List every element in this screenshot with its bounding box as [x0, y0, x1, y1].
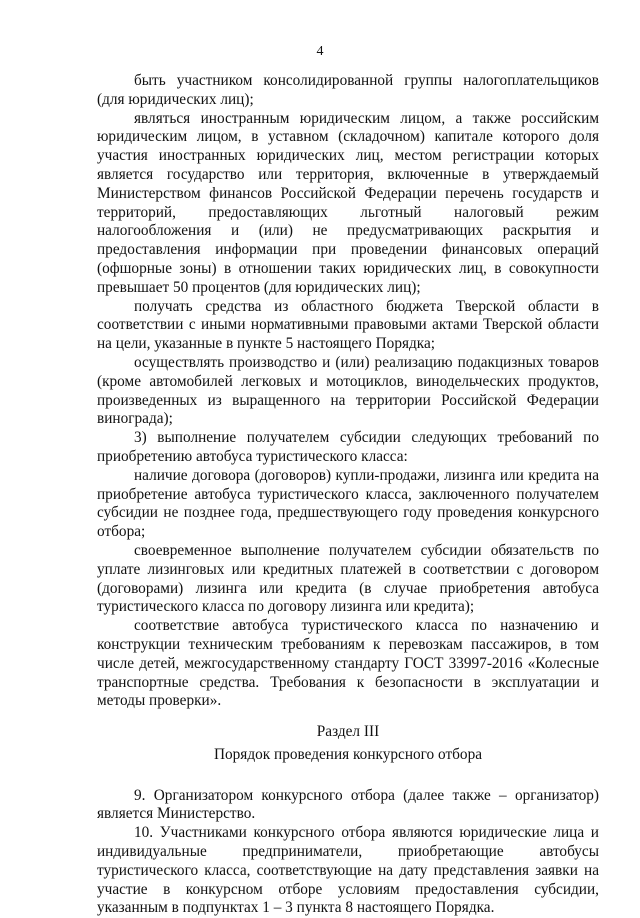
section-title: Раздел III	[316, 723, 380, 741]
paragraph: осуществлять производство и (или) реализацию подакцизных товаров (кроме автомобилей легковых и мотоциклов, винодельческих продуктов, произведенных из выращенного на территории Российской Федерации винограда);	[97, 353, 599, 428]
paragraph: соответствие автобуса туристического класса по назначению и конструкции техническим требованиям к перевозкам пассажиров, в том числе детей, межгосударственному стандарту ГОСТ 33997-2016 «Колесные транспортные средства. Требования к безопасности в эксплуатации и методы проверки».	[97, 617, 599, 710]
page-number: 4	[316, 44, 324, 59]
paragraph: наличие договора (договоров) купли-продажи, лизинга или кредита на приобретение автобуса туристического класса, заключенного получателем субсидии не позднее года, предшествующего году проведения конкурсного отбора;	[97, 466, 599, 541]
paragraph: быть участником консолидированной группы налогоплательщиков (для юридических лиц);	[97, 72, 599, 108]
paragraph: получать средства из областного бюджета Тверской области в соответствии с иными нормативными правовыми актами Тверской области на цели, указанные в пункте 5 настоящего Порядка;	[97, 297, 599, 353]
paragraph: 3) выполнение получателем субсидии следующих требований по приобретению автобуса туристического класса:	[97, 429, 599, 465]
paragraph: своевременное выполнение получателем субсидии обязательств по уплате лизинговых или кредитных платежей в соответствии с договором (договорами) лизинга или кредита (в случае приобретения автобуса туристического класса по договору лизинга или кредита);	[97, 541, 599, 616]
document-body	[97, 72, 599, 918]
section-subtitle: Порядок проведения конкурсного отбора	[213, 745, 483, 763]
paragraph: 9. Организатором конкурсного отбора (далее также – организатор) является Министерство.	[97, 786, 599, 823]
paragraph: 10. Участниками конкурсного отбора являются юридические лица и индивидуальные предприниматели, приобретающие автобусы туристического класса, соответствующие на дату представления заявки на участие в конкурсном отборе условиям предоставления субсидии, указанным в подпунктах 1 – 3 пункта 8 настоящего Порядка.	[97, 824, 599, 917]
paragraph: являться иностранным юридическим лицом, а также российским юридическим лицом, в уставном (складочном) капитале которого доля участия иностранных юридических лиц, местом регистрации которых является государство или территория, включенные в утверждаемый Министерством финансов Российской Федерации перечень государств и территорий, предоставляющих льготный налоговый режим налогообложения и (или) не предусматривающих раскрытия и предоставления информации при проведении финансовых операций (офшорные зоны) в отношении таких юридических лиц, в совокупности превышает 50 процентов (для юридических лиц);	[97, 109, 599, 296]
